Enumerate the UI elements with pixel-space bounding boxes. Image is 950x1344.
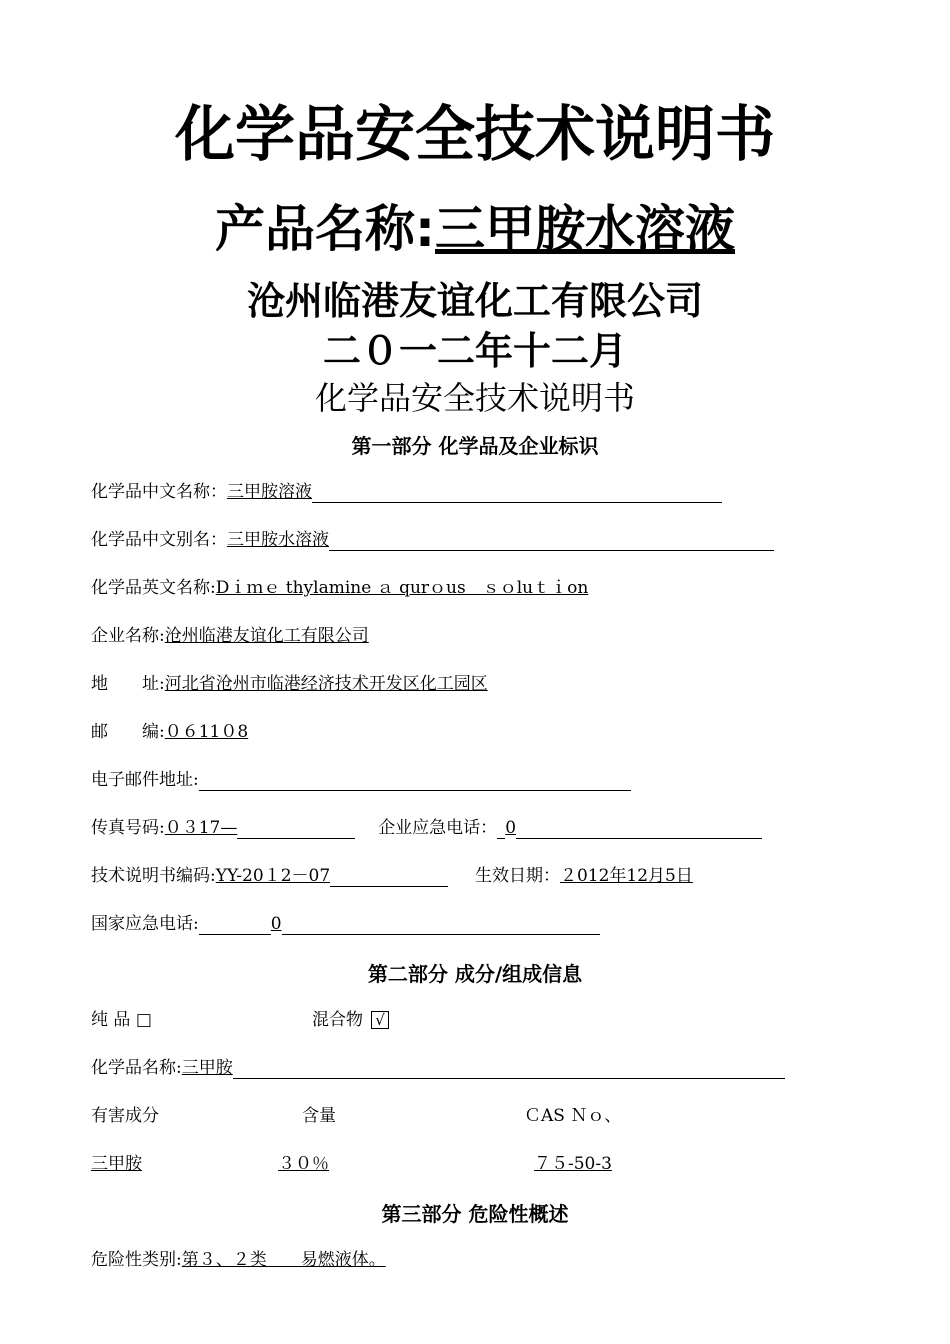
category-label: 危险性类别: (91, 1250, 182, 1270)
col-hazard: 有害成分 (91, 1106, 159, 1126)
email-label: 电子邮件地址: (91, 770, 199, 790)
email-underline (199, 770, 631, 791)
alias-value: 三甲胺水溶液 (227, 530, 329, 550)
row-cas: ７５-50-3 (534, 1154, 612, 1174)
row-chem-name (91, 1057, 785, 1079)
cn-name-value: 三甲胺溶液 (227, 482, 312, 502)
address-value: 河北省沧州市临港经济技术开发区化工园区 (164, 674, 488, 694)
row-email (91, 769, 631, 791)
address-label: 地 址: (91, 674, 165, 694)
category-value: 第３、２类 易燃液体。 (181, 1250, 386, 1270)
pure-label: 纯 品 (91, 1010, 131, 1030)
company-value: 沧州临港友谊化工有限公司 (164, 626, 369, 646)
section-1-heading: 第一部分 化学品及企业标识 (351, 434, 599, 458)
document-subtitle: 化学品安全技术说明书 (314, 379, 635, 417)
col-cas: ＣAS Ｎｏ、 (524, 1106, 622, 1126)
en-name-label: 化学品英文名称: (91, 578, 216, 598)
mixture-label: 混合物 (312, 1010, 363, 1030)
row-address (91, 673, 488, 695)
col-content: 含量 (302, 1106, 336, 1126)
company-name: 沧州临港友谊化工有限公司 (246, 279, 703, 323)
code-label: 技术说明书编码: (91, 866, 216, 886)
en-name-value: Dｉｍｅ thylamine ａ qurｏus ｓｏluｔｉon (215, 578, 589, 598)
row-hazard: 三甲胺 (91, 1154, 142, 1174)
product-heading (0, 196, 950, 262)
pure-checkbox-icon: □ (135, 1010, 152, 1030)
row-postcode (91, 721, 248, 743)
national-underline (282, 914, 600, 935)
emergency-value: 0 (505, 818, 517, 838)
cn-name-label: 化学品中文名称： (91, 482, 227, 502)
fax-label: 传真号码: (91, 818, 165, 838)
row-content: ３０％ (278, 1154, 329, 1174)
company-label: 企业名称: (91, 626, 165, 646)
emergency-label: 企业应急电话： (378, 818, 498, 838)
section-2-heading: 第二部分 成分/组成信息 (367, 962, 583, 986)
alias-label: 化学品中文别名： (91, 530, 227, 550)
product-label: 产品名称: (215, 200, 435, 258)
row-code (91, 865, 693, 887)
cn-name-underline (312, 482, 722, 503)
document-title: 化学品安全技术说明书 (175, 100, 775, 170)
emergency-underline-pre (497, 818, 505, 839)
issue-date: 二０一二年十二月 (322, 329, 627, 373)
row-company (91, 625, 369, 647)
national-underline-pre (199, 914, 271, 935)
alias-underline (329, 530, 774, 551)
chem-name-value: 三甲胺 (181, 1058, 233, 1078)
postcode-value: ０６11０8 (164, 722, 249, 742)
code-underline (330, 866, 448, 887)
chem-name-label: 化学品名称: (91, 1058, 182, 1078)
effective-value: ２012年12月5日 (559, 866, 693, 886)
row-fax (91, 817, 762, 839)
row-purity (91, 1009, 421, 1031)
row-hazard-category (91, 1249, 386, 1271)
fax-underline (237, 818, 355, 839)
row-national-emergency (91, 913, 600, 935)
chem-name-underline (233, 1058, 785, 1079)
section-3-heading: 第三部分 危险性概述 (381, 1202, 569, 1226)
emergency-underline (516, 818, 762, 839)
code-value: YY-20１2－07 (215, 866, 331, 886)
row-en-name (91, 577, 588, 599)
effective-label: 生效日期： (474, 866, 560, 886)
postcode-label: 邮 编: (91, 722, 165, 742)
fax-value: ０３17— (164, 818, 238, 838)
mixture-checkbox-icon: √ (371, 1011, 389, 1029)
national-label: 国家应急电话: (91, 914, 199, 934)
product-name: 三甲胺水溶液 (435, 200, 735, 258)
row-cn-name (91, 481, 722, 503)
national-value: 0 (270, 914, 282, 934)
row-alias (91, 529, 774, 551)
